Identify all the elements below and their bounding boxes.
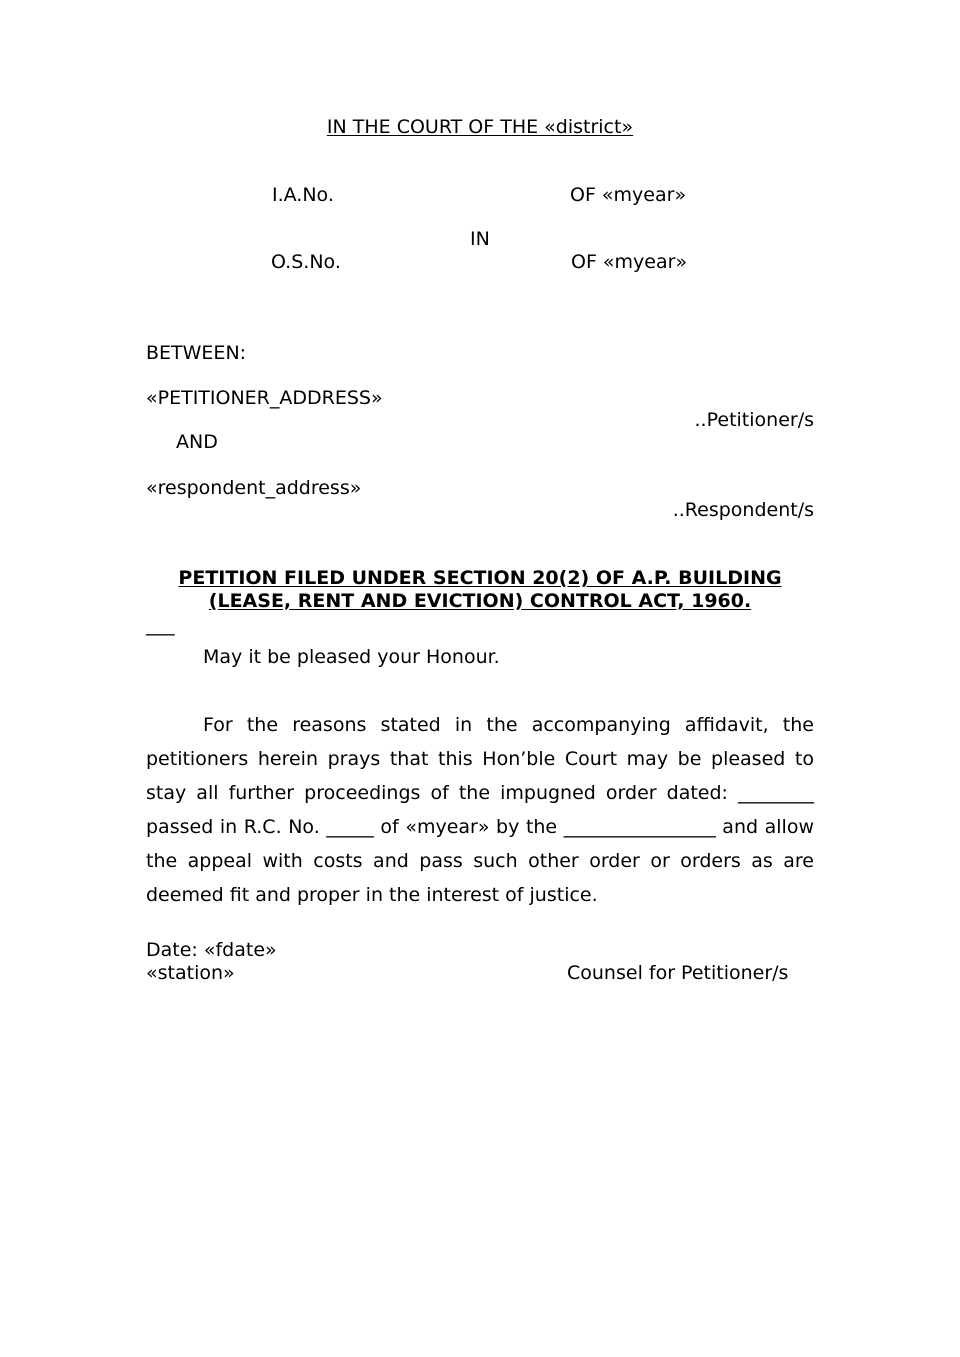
respondent-role: ..Respondent/s bbox=[672, 499, 814, 521]
os-number-label: O.S.No. bbox=[271, 251, 341, 273]
body-paragraph: For the reasons stated in the accompanying affidavit, the petitioners herein prays that this Hon’ble Court may be pleased to stay all further proceedings of the impugned order dated: ________ passed in R.C. No. _____ of «myear» by the ________________ and allow the appeal with costs and pass such other order or orders as are deemed fit and proper in the interest of justice. bbox=[146, 714, 814, 906]
in-connector: IN bbox=[470, 228, 490, 250]
between-label: BETWEEN: bbox=[146, 342, 247, 364]
os-year: OF «myear» bbox=[571, 251, 688, 273]
petitioner-role: ..Petitioner/s bbox=[694, 409, 814, 431]
counsel-signature: Counsel for Petitioner/s bbox=[567, 962, 789, 984]
and-label: AND bbox=[176, 431, 218, 453]
ia-number-label: I.A.No. bbox=[272, 184, 334, 206]
court-heading: IN THE COURT OF THE «district» bbox=[326, 116, 634, 138]
salutation: May it be pleased your Honour. bbox=[203, 646, 500, 668]
ia-year: OF «myear» bbox=[570, 184, 687, 206]
petition-title-line2: (LEASE, RENT AND EVICTION) CONTROL ACT, 1960. bbox=[208, 590, 752, 612]
respondent-address: «respondent_address» bbox=[146, 477, 362, 499]
petitioner-address: «PETITIONER_ADDRESS» bbox=[146, 387, 383, 409]
station-line: «station» bbox=[146, 962, 235, 984]
separator-line: ___ bbox=[146, 614, 175, 636]
petition-title-line1: PETITION FILED UNDER SECTION 20(2) OF A.P. BUILDING bbox=[178, 567, 782, 589]
date-line: Date: «fdate» bbox=[146, 939, 277, 961]
